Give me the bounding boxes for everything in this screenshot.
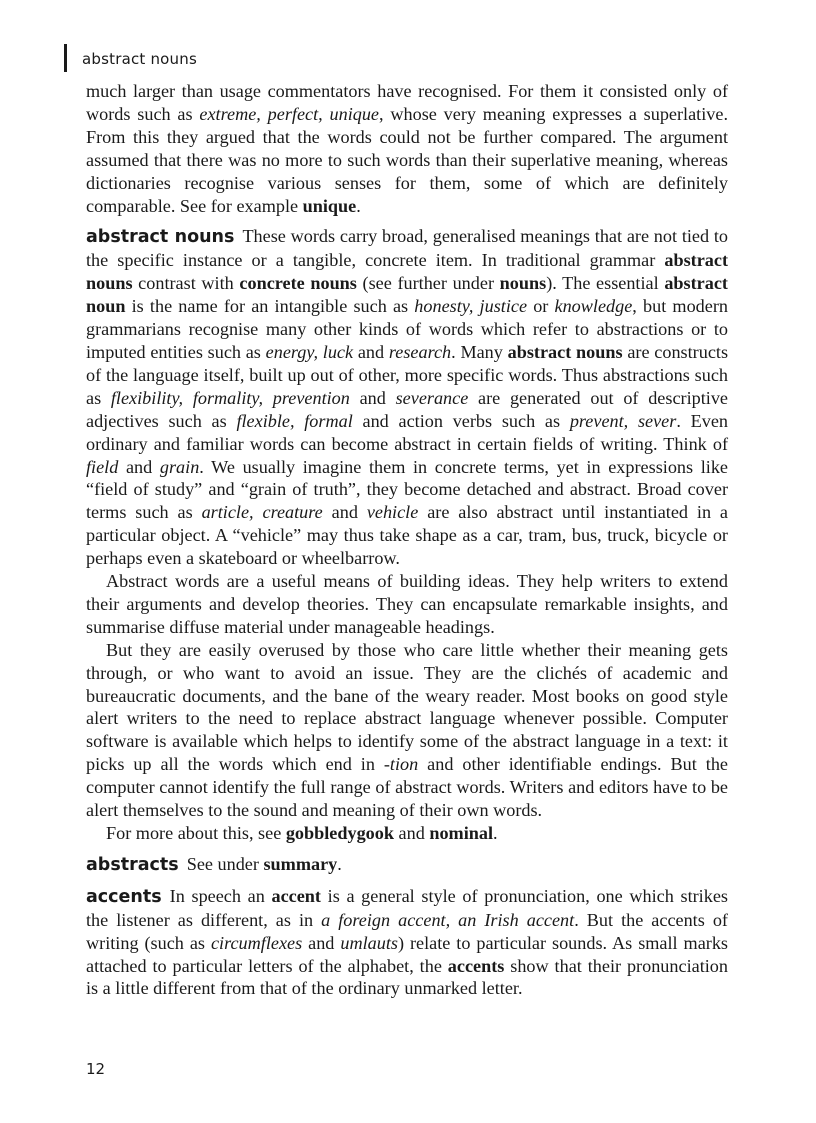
paragraph: But they are easily overused by those who care little whether their meaning gets through, or who want to avoid an issue. They are the clichés of academic and bureaucratic documents, and the bane of the weary reader. Most books on good style alert writers to the need to replace abstract language whenever possible. Computer software is available which helps to identify some of the abstract language in a text: it picks up all the words which end in -tion and other identifiable endings. But the computer cannot identify the full range of abstract words. Writers and editors have to be alert themselves to the sound and meaning of their own words. xyxy=(86,639,728,821)
cross-reference: summary xyxy=(263,853,338,874)
headword: abstracts xyxy=(86,854,179,875)
page-number: 12 xyxy=(86,1060,106,1078)
headword: abstract nouns xyxy=(86,227,235,248)
cross-reference: unique xyxy=(302,195,357,216)
headword: accents xyxy=(86,886,162,907)
running-head: abstract nouns xyxy=(82,50,197,68)
paragraph: For more about this, see gobbledygook and nominal. xyxy=(106,823,498,843)
continued-paragraph: much larger than usage commentators have recognised. For them it consisted only of words such as extreme, perfect, unique, whose very meaning expresses a superlative. From this they argued that the words could not be further compared. The argument assumed that there was no more to such words than their superlative meaning, whereas dictionaries recognise various senses for them, some of which are definitely comparable. See for example unique. xyxy=(86,81,728,216)
running-head-rule xyxy=(64,44,67,72)
cross-reference: gobbledygook xyxy=(285,823,394,843)
page-body xyxy=(86,80,728,1000)
entry-abstracts: abstracts See under summary. xyxy=(86,853,342,875)
entry-abstract-nouns: abstract nouns These words carry broad, generalised meanings that are not tied to the specific instance or a tangible, concrete item. In traditional grammar abstract nouns contrast with concrete nouns (see further under nouns). The essential abstract noun is the name for an intangible such as honesty, justice or knowledge, but modern grammarians recognise many other kinds of words which refer to abstractions or to imputed entities such as energy, luck and research. Many abstract nouns are constructs of the language itself, built up out of other, more specific words. Thus abstractions such as flexibility, formality, prevention and severance are generated out of descriptive adjectives such as flexible, formal and action verbs such as prevent, sever. Even ordinary and familiar words can become abstract in certain fields of writing. Think of field and grain. We usually imagine them in concrete terms, yet in expressions like “field of study” and “grain of truth”, they become detached and abstract. Broad cover terms such as article, creature and vehicle are also abstract until instantiated in a particular object. A “vehicle” may thus take shape as a car, tram, bus, truck, bicycle or perhaps even a skateboard or wheelbarrow. xyxy=(86,226,729,569)
cross-reference: nouns xyxy=(499,273,547,294)
cross-reference: nominal xyxy=(429,823,494,843)
paragraph: Abstract words are a useful means of building ideas. They help writers to extend their arguments and develop theories. They can encapsulate remarkable insights, and summarise diffuse material under manageable headings. xyxy=(86,571,728,637)
entry-accents: accents In speech an accent is a general style of pronunciation, one which strikes the listener as different, as in a foreign accent, an Irish accent. But the accents of writing (such as circumflexes and umlauts) relate to particular sounds. As small marks attached to particular letters of the alphabet, the accents show that their pronunciation is a little different from that of the ordinary unmarked letter. xyxy=(86,885,728,999)
